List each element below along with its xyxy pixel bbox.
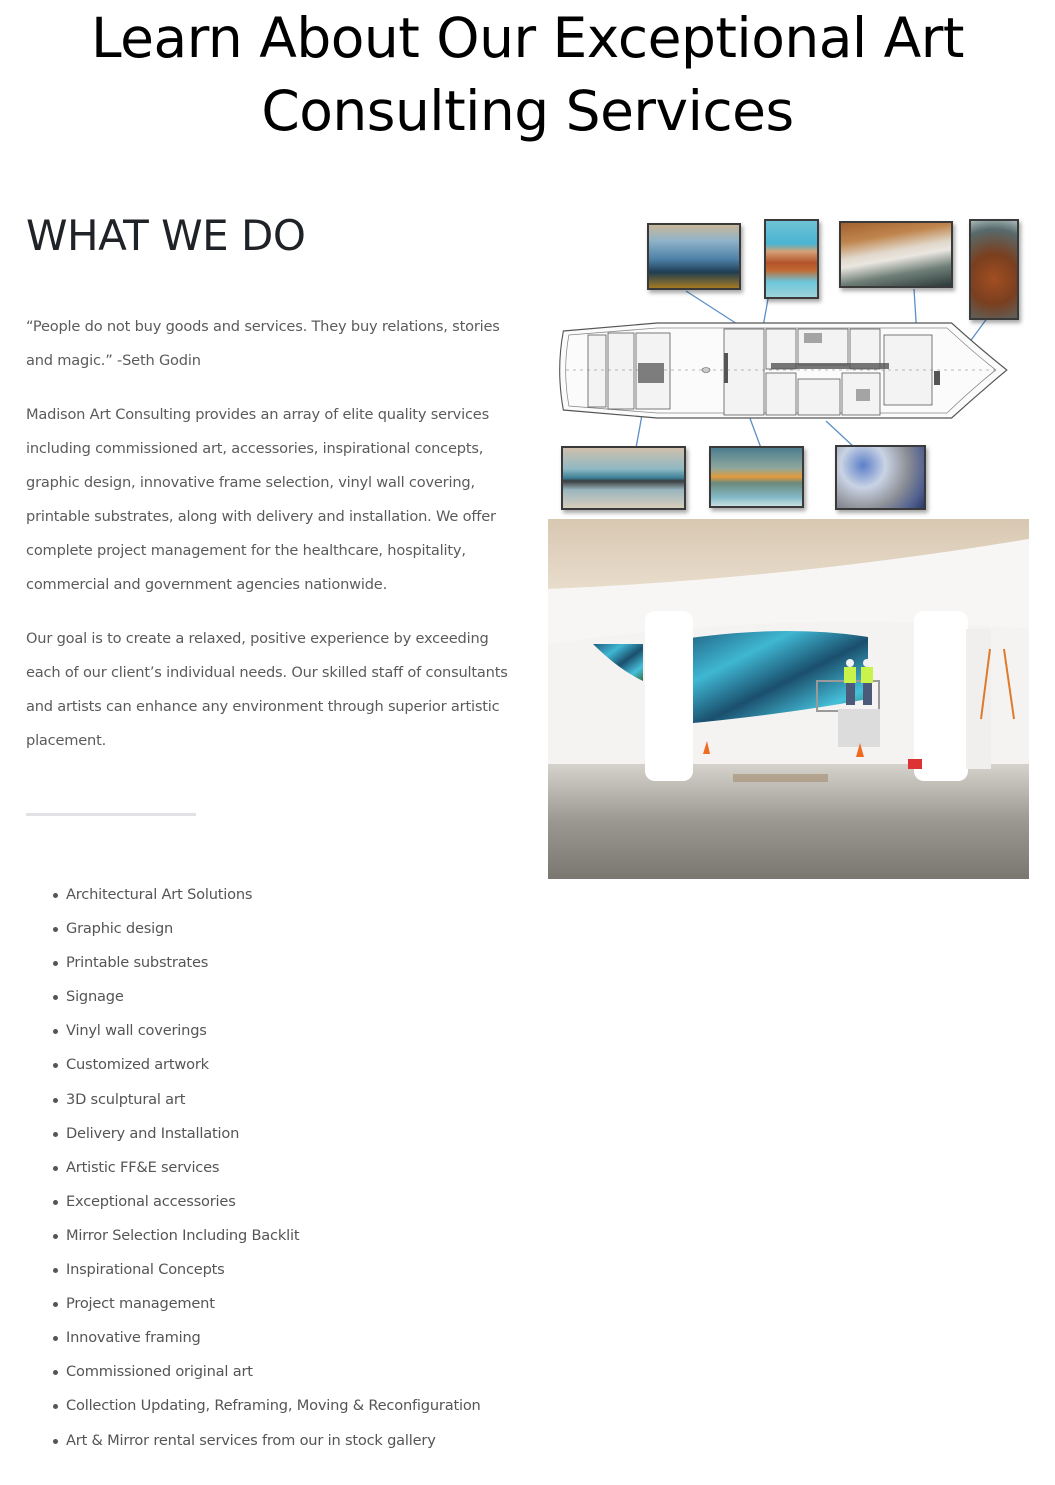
quote-paragraph: “People do not buy goods and services. They buy relations, stories and magic.” -Seth Godin <box>26 318 500 369</box>
page-title: Learn About Our Exceptional Art Consulting Services <box>91 6 964 143</box>
artwork-thumbnail <box>709 446 804 508</box>
goal-paragraph: Our goal is to create a relaxed, positive experience by exceeding each of our client’s individual needs. Our skilled staff of consultants and artists can enhance any environment through superior artistic placement. <box>26 630 508 749</box>
list-item: Collection Updating, Reframing, Moving & Reconfiguration <box>52 1389 481 1423</box>
list-item: Mirror Selection Including Backlit <box>52 1219 481 1253</box>
artwork-thumbnail <box>835 445 926 510</box>
list-item: Graphic design <box>52 912 481 946</box>
list-item: Innovative framing <box>52 1321 481 1355</box>
list-item: Art & Mirror rental services from our in stock gallery <box>52 1424 481 1458</box>
list-item: Project management <box>52 1287 481 1321</box>
installation-scene <box>548 519 1029 879</box>
mural-installation-photo <box>548 519 1029 879</box>
artwork-thumbnail <box>647 223 741 290</box>
artwork-thumbnail <box>561 446 686 510</box>
list-item: Customized artwork <box>52 1048 481 1082</box>
artwork-thumbnail <box>839 221 953 288</box>
artwork-thumbnail <box>969 219 1019 320</box>
artwork-thumbnail <box>764 219 819 299</box>
list-item: Artistic FF&E services <box>52 1151 481 1185</box>
what-we-do-text <box>26 310 516 778</box>
intro-paragraph: Madison Art Consulting provides an array of elite quality services including commissioned art, accessories, inspirational concepts, graphic design, innovative frame selection, vinyl wall covering, printable substrates, along with delivery and installation. We offer complete project management for the healthcare, hospitality, commercial and government agencies nationwide. <box>26 406 496 593</box>
yacht-floor-plan-image <box>556 213 1026 513</box>
list-item: Exceptional accessories <box>52 1185 481 1219</box>
services-list <box>52 878 481 1458</box>
list-item: Vinyl wall coverings <box>52 1014 481 1048</box>
section-divider <box>26 813 196 816</box>
list-item: Architectural Art Solutions <box>52 878 481 912</box>
list-item: Commissioned original art <box>52 1355 481 1389</box>
section-heading-what-we-do: WHAT WE DO <box>26 211 306 260</box>
list-item: Signage <box>52 980 481 1014</box>
list-item: Printable substrates <box>52 946 481 980</box>
list-item: 3D sculptural art <box>52 1083 481 1117</box>
list-item: Delivery and Installation <box>52 1117 481 1151</box>
list-item: Inspirational Concepts <box>52 1253 481 1287</box>
